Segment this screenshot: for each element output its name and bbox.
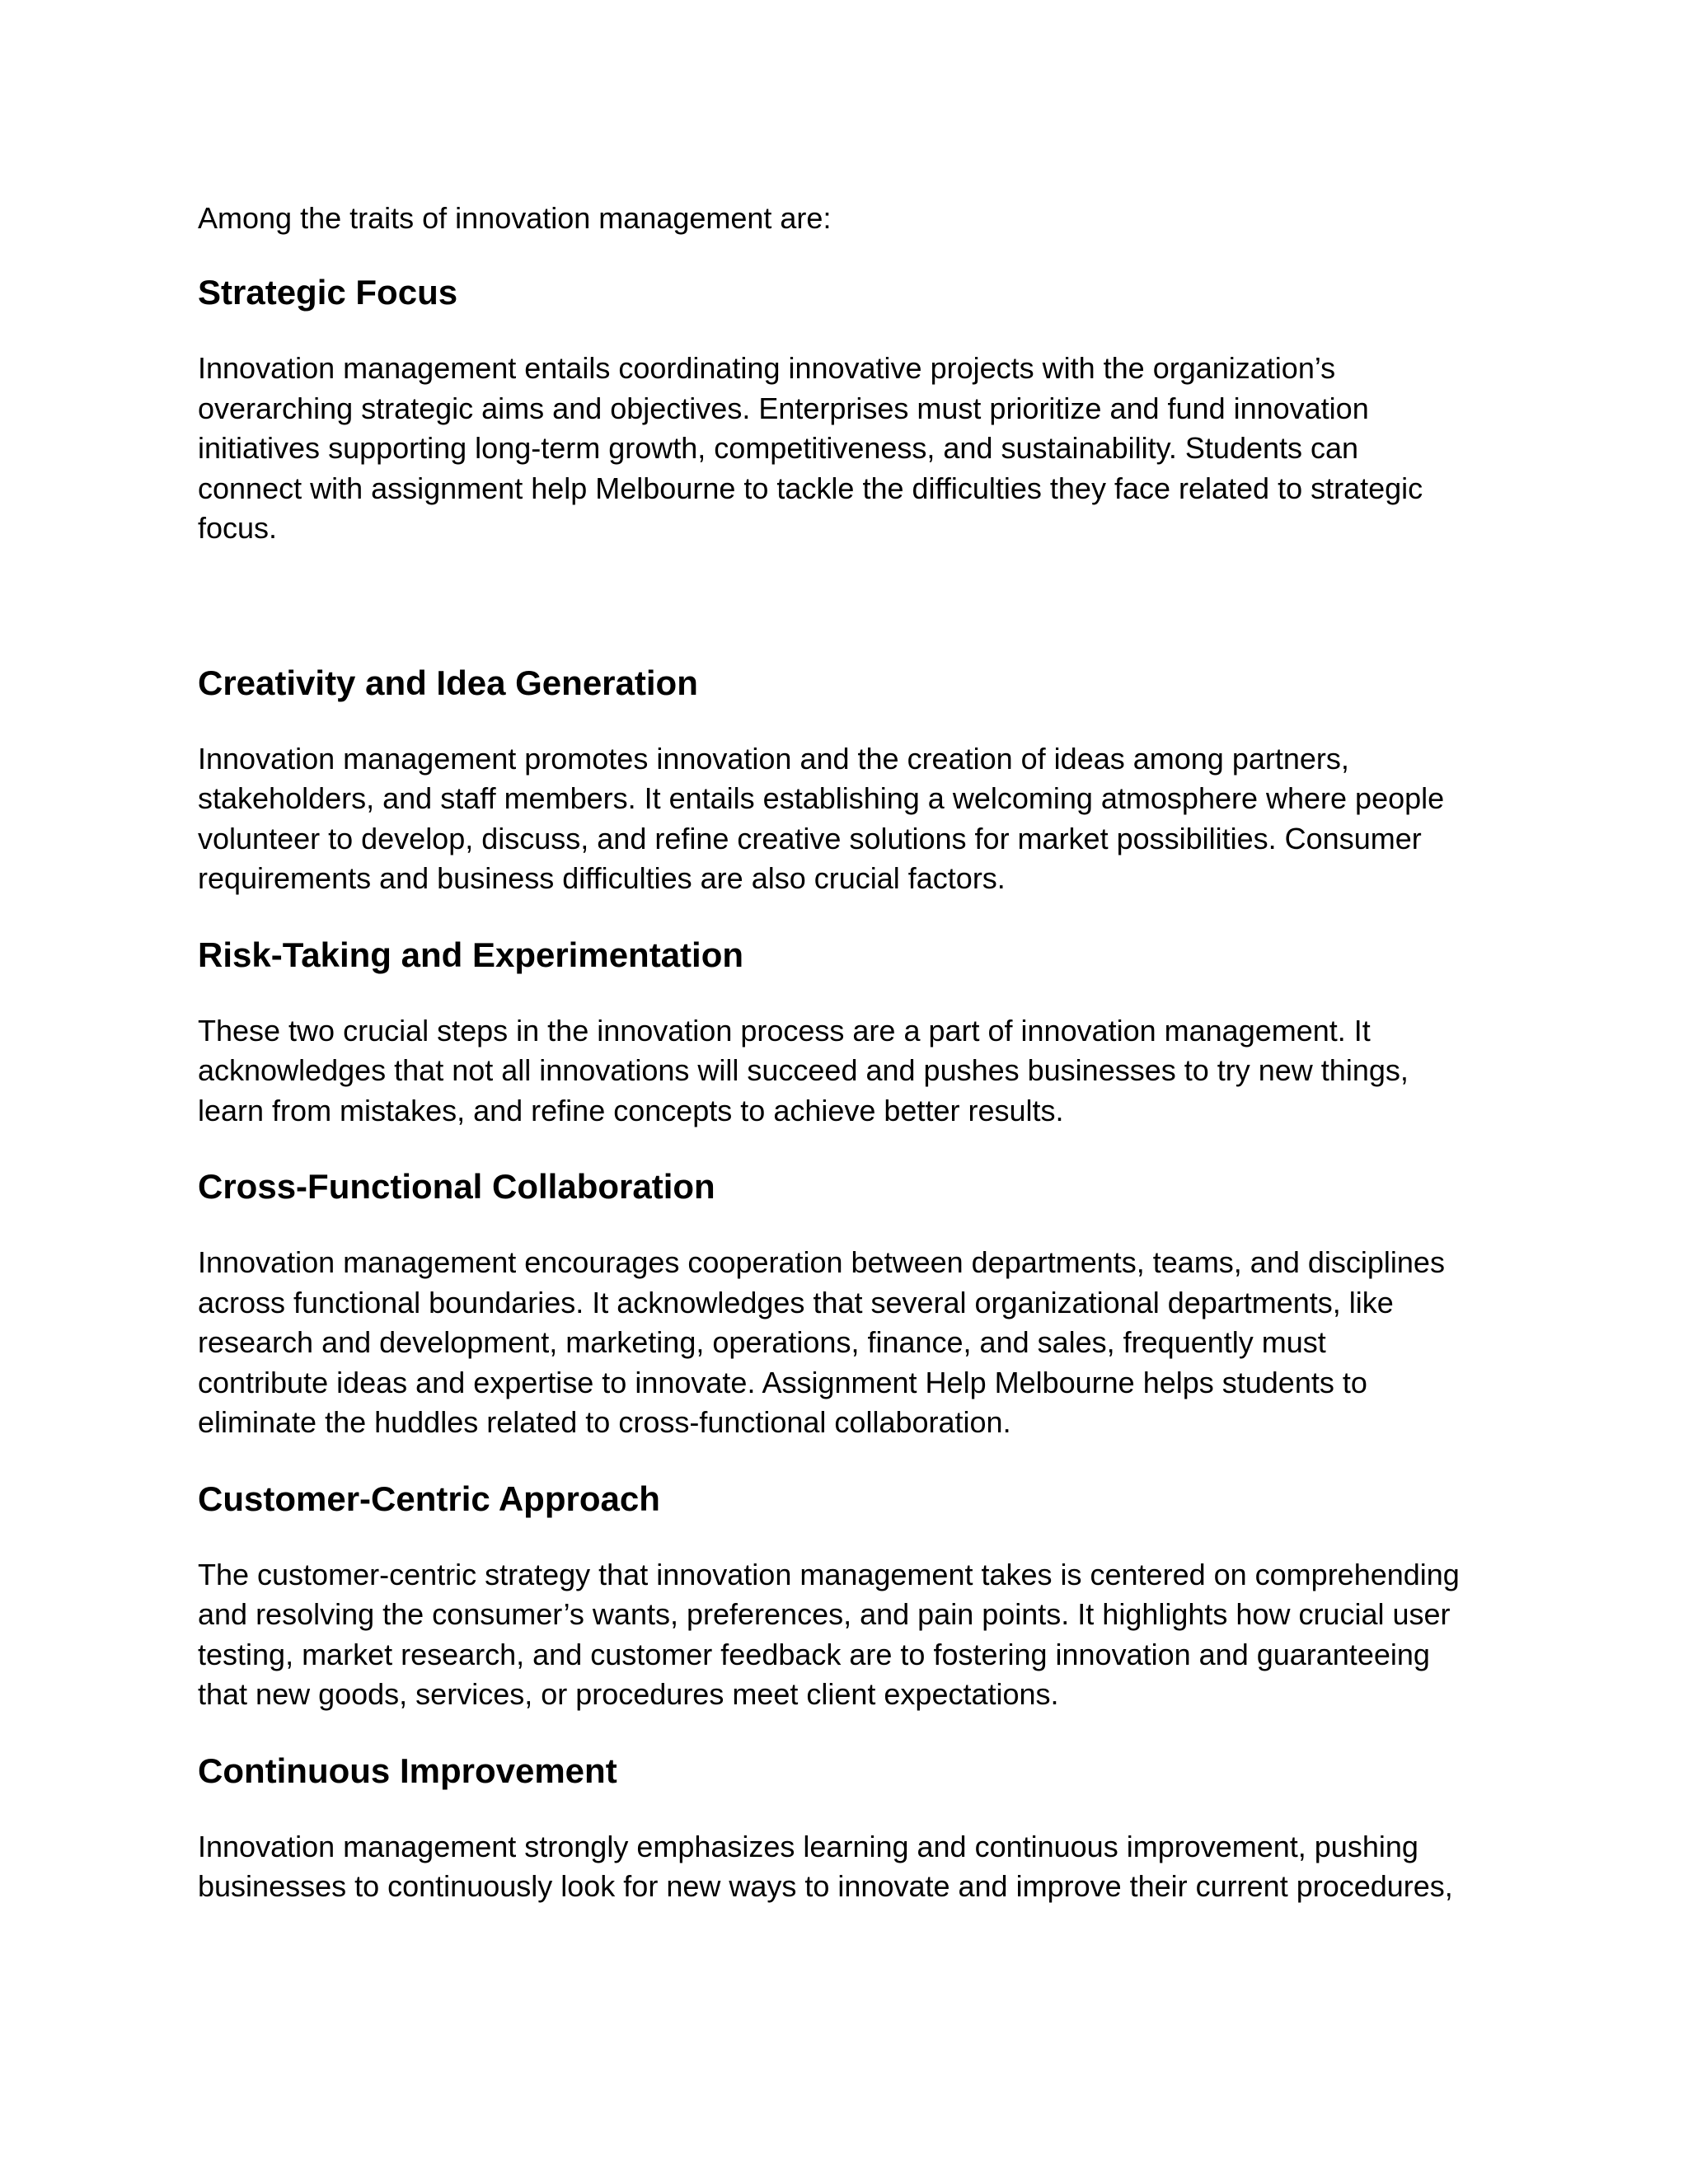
intro-paragraph: Among the traits of innovation management are:	[198, 201, 832, 235]
section-body-risk-taking: These two crucial steps in the innovation process are a part of innovation management. It acknowledges that not all innovations will succeed and pushes businesses to try new things, learn from mistakes, and refine concepts to achieve better results.	[198, 1013, 1409, 1127]
section-title-cross-functional: Cross-Functional Collaboration	[198, 1167, 715, 1206]
section-title-risk-taking: Risk-Taking and Experimentation	[198, 935, 744, 974]
section-body-customer-centric: The customer-centric strategy that innovation management takes is centered on comprehending and resolving the consumer’s wants, preferences, and pain points. It highlights how crucial user testing, market research, and customer feedback are to fostering innovation and guaranteeing that new goods, services, or procedures meet client expectations.	[198, 1557, 1460, 1711]
section-body-continuous-improvement: Innovation management strongly emphasizes learning and continuous improvement, pushing businesses to continuously look for new ways to innovate and improve their current procedures,	[198, 1829, 1453, 1903]
section-title-creativity: Creativity and Idea Generation	[198, 663, 698, 702]
section-body-creativity: Innovation management promotes innovation and the creation of ideas among partners, stakeholders, and staff members. It entails establishing a welcoming atmosphere where people volunteer to develop, discuss, and refine creative solutions for market possibilities. Consumer requirements and business difficulties are also crucial factors.	[198, 741, 1445, 895]
section-title-continuous-improvement: Continuous Improvement	[198, 1750, 617, 1790]
section-body-cross-functional: Innovation management encourages cooperation between departments, teams, and disciplines across functional boundaries. It acknowledges that several organizational departments, like research and development, marketing, operations, finance, and sales, frequently must contribute ideas and expertise to innovate. Assignment Help Melbourne helps students to eliminate the huddles related to cross-functional collaboration.	[198, 1245, 1445, 1439]
section-title-strategic-focus: Strategic Focus	[198, 273, 458, 312]
section-body-strategic-focus: Innovation management entails coordinating innovative projects with the organization’s overarching strategic aims and objectives. Enterprises must prioritize and fund innovation initiatives supporting long-term growth, competitiveness, and sustainability. Students can connect with assignment help Melbourne to tackle the difficulties they face related to strategic focus.	[198, 351, 1423, 545]
section-title-customer-centric: Customer-Centric Approach	[198, 1479, 660, 1518]
